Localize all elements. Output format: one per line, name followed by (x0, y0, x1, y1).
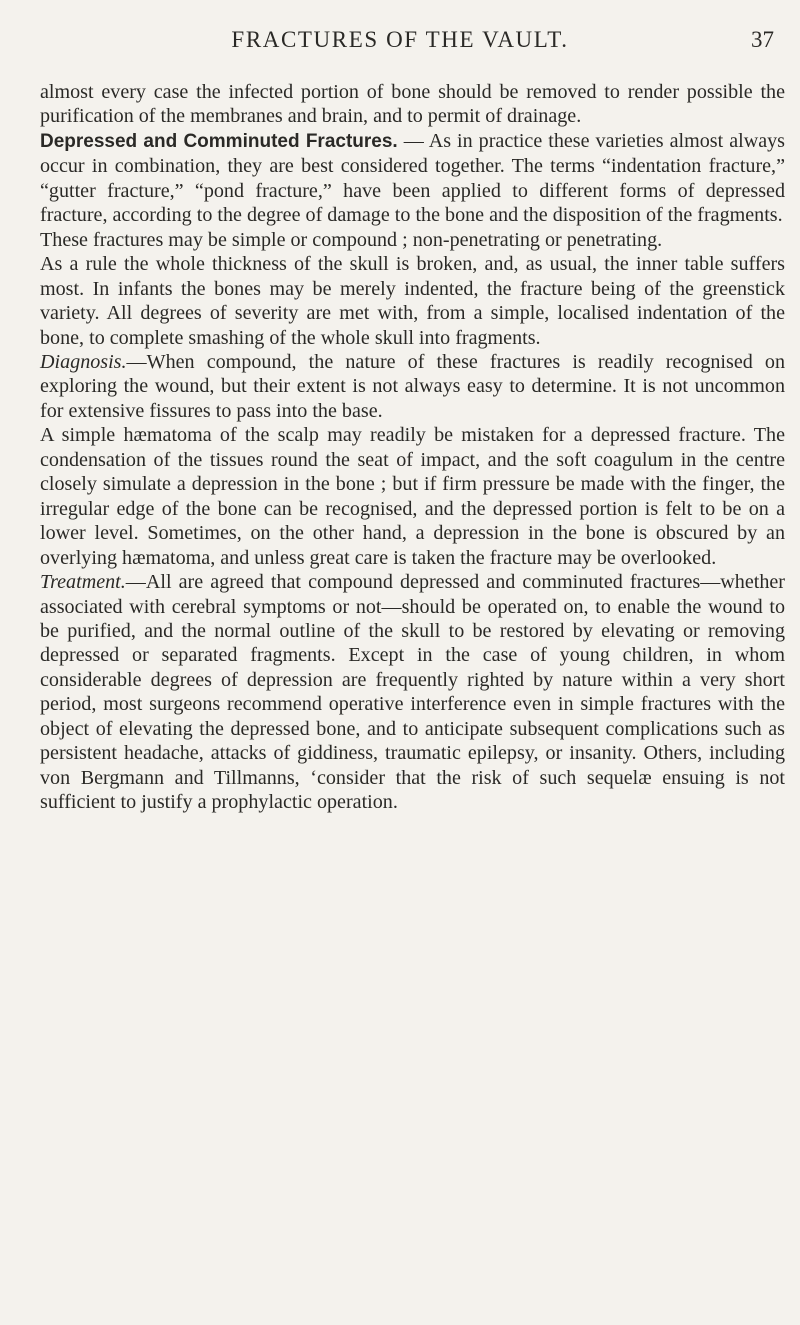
paragraph-text: — As in practice these varieties almost always occur in combination, they are best considered together. The terms “indentation fracture,” “gutter fracture,” “pond fracture,” have been applied to different forms of depressed fracture, according to the degree of damage to the bone and the disposition of the fragments. (40, 129, 785, 227)
subheading-diagnosis: Diagnosis. (40, 350, 127, 373)
paragraph-text: —All are agreed that compound depressed and comminuted fractures—whether associated with cerebral symptoms or not—should be operated on, to enable the wound to be purified, and the normal outline of the skull to be restored by elevating or removing depressed or separated fragments. Except in the case of young children, in whom considerable degrees of depression are frequently righted by nature within a very short period, most surgeons recommend operative interference even in simple fractures with the object of elevating the depressed bone, and to anticipate subsequent complications such as persistent headache, attacks of giddiness, traumatic epilepsy, or insanity. Others, including von Bergmann and Tillmanns, ‘consider that the risk of such sequelæ ensuing is not sufficient to justify a prophylactic operation. (40, 571, 785, 814)
running-title: FRACTURES OF THE VAULT. (231, 27, 569, 52)
subheading-treatment: Treatment. (40, 571, 126, 594)
body-text (40, 80, 785, 815)
paragraph-depressed-comminuted (40, 129, 785, 228)
paragraph-thickness: As a rule the whole thickness of the skull is broken, and, as usual, the inner table suffers most. In infants the bones may be merely indented, the fracture being of the greenstick variety. All degrees of severity are met with, from a simple, localised indentation of the bone, to complete smashing of the whole skull into fragments. (40, 253, 785, 349)
paragraph-diagnosis (40, 350, 785, 423)
paragraph-text: —When compound, the nature of these fractures is readily recognised on exploring the wound, but their extent is not always easy to determine. It is not uncommon for extensive fissures to pass into the base. (40, 350, 785, 422)
paragraph-treatment (40, 570, 785, 815)
running-header (0, 12, 800, 52)
paragraph-continuation: almost every case the infected portion of bone should be removed to render possible the purification of the membranes and brain, and to permit of drainage. (40, 81, 785, 128)
paragraph-haematoma: A simple hæmatoma of the scalp may readily be mistaken for a depressed fracture. The condensation of the tissues round the seat of impact, and the soft coagulum in the centre closely simulate a depression in the bone ; but if firm pressure be made with the finger, the irregular edge of the bone can be recognised, and the depressed portion is felt to be on a lower level. Sometimes, on the other hand, a depression in the bone is obscured by an overlying hæmatoma, and unless great care is taken the fracture may be overlooked. (40, 424, 785, 569)
section-heading-depressed-comminuted: Depressed and Comminuted Fractures. (40, 130, 398, 152)
page-number: 37 (751, 27, 774, 52)
paragraph-simple-compound: These fractures may be simple or compound ; non-penetrating or penetrating. (40, 228, 663, 251)
